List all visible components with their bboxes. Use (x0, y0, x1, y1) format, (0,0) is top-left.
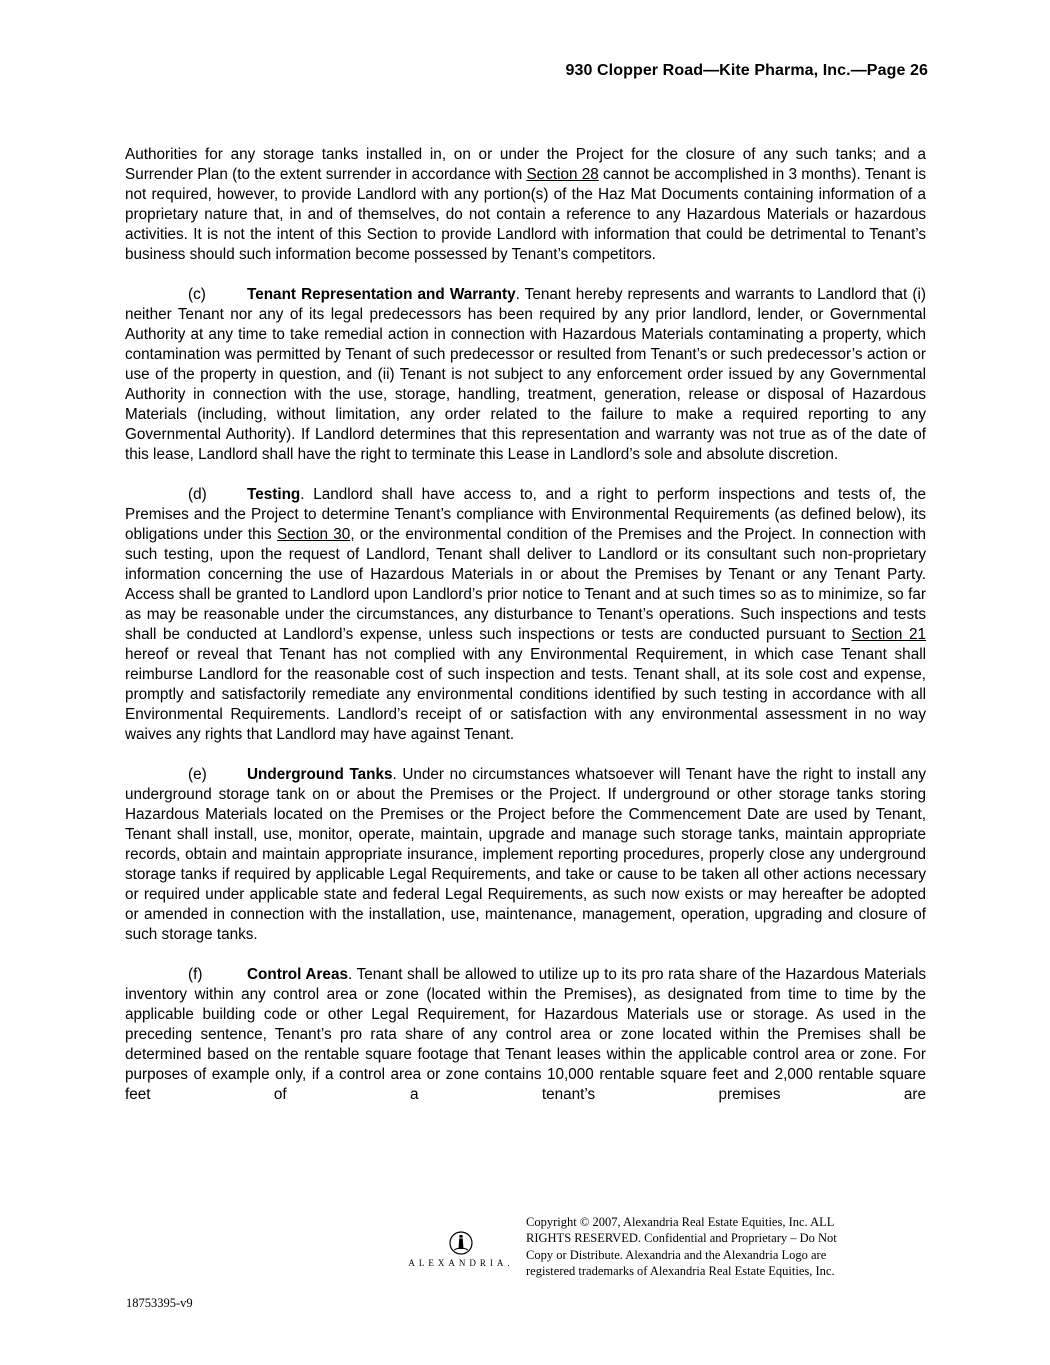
paragraph-text: cannot be accomplished in 3 months). Tenant is not required, however, to provide Landlord with any portion(s) of the Haz Mat Documents containing information of a proprietary nature that, in and of themselves, do not contain a reference to any Hazardous Materials or hazardous activities. It is not the intent of this Section to provide Landlord with information that could be detrimental to Tenant’s business should such information become possessed by Tenant’s competitors. (125, 166, 926, 263)
copyright-line: Copy or Distribute. Alexandria and the Alexandria Logo are (526, 1247, 827, 1262)
paragraph-c (125, 285, 926, 465)
paragraph-label: (c) (188, 286, 206, 303)
section-reference: Section 21 (851, 626, 926, 643)
paragraph-d (125, 485, 926, 745)
paragraph-text: . Tenant shall be allowed to utilize up to its pro rata share of the Hazardous Materials inventory within any control area or zone (located within the Premises), as designated from time to time by the applicable building code or other Legal Requirement, for Hazardous Materials use or storage. As used in the preceding sentence, Tenant’s pro rata share of any control area or zone located within the Premises shall be determined based on the rentable square footage that Tenant leases within the applicable control area or zone. For purposes of example only, if a control area or zone contains 10,000 rentable square feet and 2,000 rentable square feet of a tenant’s premises are (125, 966, 926, 1103)
lighthouse-icon (449, 1230, 473, 1256)
paragraph-text: hereof or reveal that Tenant has not complied with any Environmental Requirement, in which case Tenant shall reimburse Landlord for the reasonable cost of such inspection and tests. Tenant shall, at its sole cost and expense, promptly and satisfactorily remediate any environmental conditions identified by such testing in accordance with all Environmental Requirements. Landlord’s receipt of or satisfaction with any environmental assessment in no way waives any rights that Landlord may have against Tenant. (125, 646, 926, 743)
paragraph-text: . Tenant hereby represents and warrants to Landlord that (i) neither Tenant nor any of its legal predecessors has been required by any prior landlord, lender, or Governmental Authority at any time to take remedial action in connection with Hazardous Materials contaminating a property, which contamination was permitted by Tenant of such predecessor or resulted from Tenant’s or such predecessor’s action or use of the property in question, and (ii) Tenant is not subject to any enforcement order issued by any Governmental Authority in connection with the use, storage, handling, treatment, generation, release or disposal of Hazardous Materials (including, without limitation, any order related to the failure to make a required reporting to any Governmental Authority). If Landlord determines that this representation and warranty was not true as of the date of this lease, Landlord shall have the right to terminate this Lease in Landlord’s sole and absolute discretion. (125, 286, 926, 463)
copyright-notice (526, 1214, 886, 1279)
paragraph-intro (125, 145, 926, 265)
page-header: 930 Clopper Road—Kite Pharma, Inc.—Page 26 (565, 62, 928, 79)
paragraph-f (125, 965, 926, 1105)
paragraph-heading: Control Areas (247, 966, 348, 983)
paragraph-text: , or the environmental condition of the Premises and the Project. In connection with such testing, upon the request of Landlord, Tenant shall deliver to Landlord or its consultant such non-proprietary information concerning the use of Hazardous Materials in or about the Premises by Tenant or any Tenant Party. Access shall be granted to Landlord upon Landlord’s prior notice to Tenant and at such times so as to minimize, so far as may be reasonable under the circumstances, any disturbance to Tenant’s operations. Such inspections and tests shall be conducted at Landlord’s expense, unless such inspections or tests are conducted pursuant to (125, 526, 926, 643)
alexandria-logo (406, 1230, 516, 1268)
section-reference: Section 30 (276, 526, 351, 543)
paragraph-label: (e) (188, 766, 207, 783)
paragraph-heading: Testing (247, 486, 301, 503)
paragraph-heading: Tenant Representation and Warranty (247, 286, 516, 303)
copyright-line: Copyright © 2007, Alexandria Real Estate Equities, Inc. ALL (526, 1215, 835, 1229)
paragraph-text: . Landlord shall have access to, and a right to perform inspections and tests of, the Premises and the Project to determine Tenant’s compliance with Environmental Requirements (as defined below), its obligations under this (125, 486, 926, 543)
logo-wordmark: ALEXANDRIA. (408, 1258, 514, 1268)
copyright-line: registered trademarks of Alexandria Real Estate Equities, Inc. (526, 1263, 835, 1278)
paragraph-label: (d) (188, 486, 207, 503)
paragraph-text: . Under no circumstances whatsoever will Tenant have the right to install any underground storage tank on or about the Premises or the Project. If underground or other storage tanks storing Hazardous Materials located on the Premises or the Project before the Commencement Date are used by Tenant, Tenant shall install, use, monitor, operate, maintain, upgrade and manage such storage tanks, maintain appropriate records, obtain and maintain appropriate insurance, implement reporting procedures, properly close any underground storage tanks if required by applicable Legal Requirements, and take or cause to be taken all other actions necessary or required under applicable state and federal Legal Requirements, as such now exists or may hereafter be adopted or amended in connection with the installation, use, maintenance, management, operation, upgrading and closure of such storage tanks. (125, 766, 926, 943)
paragraph-e (125, 765, 926, 945)
body-text (125, 145, 926, 1125)
paragraph-text: Authorities for any storage tanks installed in, on or under the Project for the closure of any such tanks; and a Surrender Plan (to the extent surrender in accordance with (125, 146, 926, 183)
page-footer (0, 1212, 1050, 1362)
document-id: 18753395-v9 (126, 1296, 193, 1310)
copyright-line: RIGHTS RESERVED. Confidential and Proprietary – Do Not (526, 1231, 837, 1246)
paragraph-label: (f) (188, 966, 203, 983)
section-reference: Section 28 (526, 166, 599, 183)
paragraph-heading: Underground Tanks (247, 766, 393, 783)
